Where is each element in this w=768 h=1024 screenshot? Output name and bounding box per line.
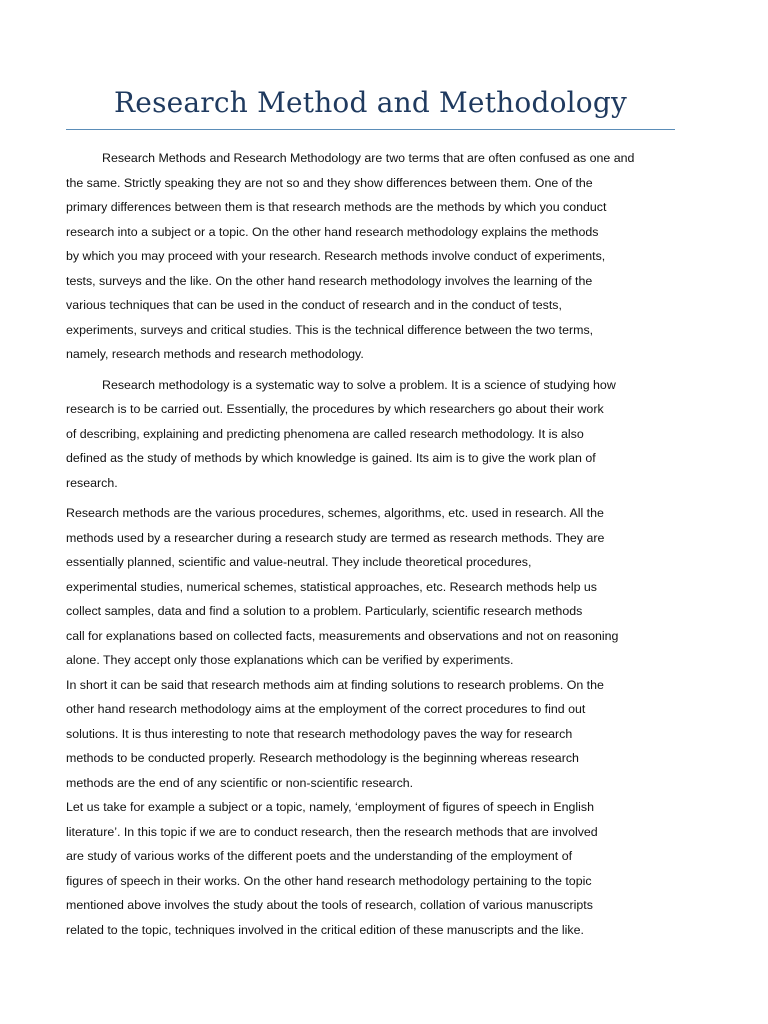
text-line: alone. They accept only those explanations which can be verified by experiments. (66, 653, 514, 667)
text-line: other hand research methodology aims at the employment of the correct procedures to find out (66, 702, 586, 716)
paragraph (66, 503, 686, 675)
text-line: solutions. It is thus interesting to note that research methodology paves the way for research (66, 726, 573, 741)
title-underline (66, 129, 675, 130)
text-line: In short it can be said that research methods aim at finding solutions to research problems. On the (66, 677, 604, 692)
paragraph (66, 797, 686, 944)
text-line: research is to be carried out. Essentially, the procedures by which researchers go about their work (66, 402, 604, 416)
paragraph (66, 148, 686, 369)
text-line: essentially planned, scientific and value-neutral. They include theoretical procedures, (66, 555, 532, 569)
text-line: are study of various works of the different poets and the understanding of the employment of (66, 849, 573, 863)
text-line: methods to be conducted properly. Research methodology is the beginning whereas research (66, 751, 579, 765)
page-title: Research Method and Methodology (114, 86, 627, 119)
text-line: Research methodology is a systematic way to solve a problem. It is a science of studying how (102, 377, 616, 392)
text-line: experimental studies, numerical schemes, statistical approaches, etc. Research methods help us (66, 579, 597, 594)
text-line: related to the topic, techniques involved in the critical edition of these manuscripts and the like. (66, 922, 584, 937)
text-line: by which you may proceed with your research. Research methods involve conduct of experiments, (66, 249, 606, 263)
text-line: literature’. In this topic if we are to conduct research, then the research methods that are involved (66, 824, 598, 839)
text-line: defined as the study of methods by which knowledge is gained. Its aim is to give the work plan of (66, 451, 596, 465)
text-line: namely, research methods and research methodology. (66, 347, 364, 361)
text-line: research into a subject or a topic. On the other hand research methodology explains the methods (66, 224, 599, 239)
document-body (66, 148, 686, 944)
text-line: the same. Strictly speaking they are not so and they show differences between them. One of the (66, 175, 593, 190)
text-line: figures of speech in their works. On the other hand research methodology pertaining to the topic (66, 873, 592, 888)
text-line: methods are the end of any scientific or non-scientific research. (66, 775, 414, 790)
text-line: research. (66, 475, 118, 490)
text-line: experiments, surveys and critical studies. This is the technical difference between the two terms, (66, 322, 594, 337)
text-line: tests, surveys and the like. On the other hand research methodology involves the learning of the (66, 273, 593, 288)
text-line: collect samples, data and find a solution to a problem. Particularly, scientific research methods (66, 604, 583, 618)
text-line: Let us take for example a subject or a topic, namely, ‘employment of figures of speech in English (66, 800, 595, 814)
text-line: call for explanations based on collected facts, measurements and observations and not on reasoning (66, 628, 619, 643)
text-line: mentioned above involves the study about the tools of research, collation of various manuscripts (66, 898, 593, 912)
paragraph (66, 675, 686, 798)
text-line: Research Methods and Research Methodology are two terms that are often confused as one and (102, 151, 635, 165)
text-line: methods used by a researcher during a research study are termed as research methods. They are (66, 530, 605, 545)
text-line: of describing, explaining and predicting phenomena are called research methodology. It is also (66, 426, 584, 441)
text-line: Research methods are the various procedures, schemes, algorithms, etc. used in research. All the (66, 506, 604, 520)
text-line: various techniques that can be used in the conduct of research and in the conduct of tests, (66, 298, 562, 312)
text-line: primary differences between them is that research methods are the methods by which you conduct (66, 200, 607, 214)
paragraph (66, 375, 686, 498)
